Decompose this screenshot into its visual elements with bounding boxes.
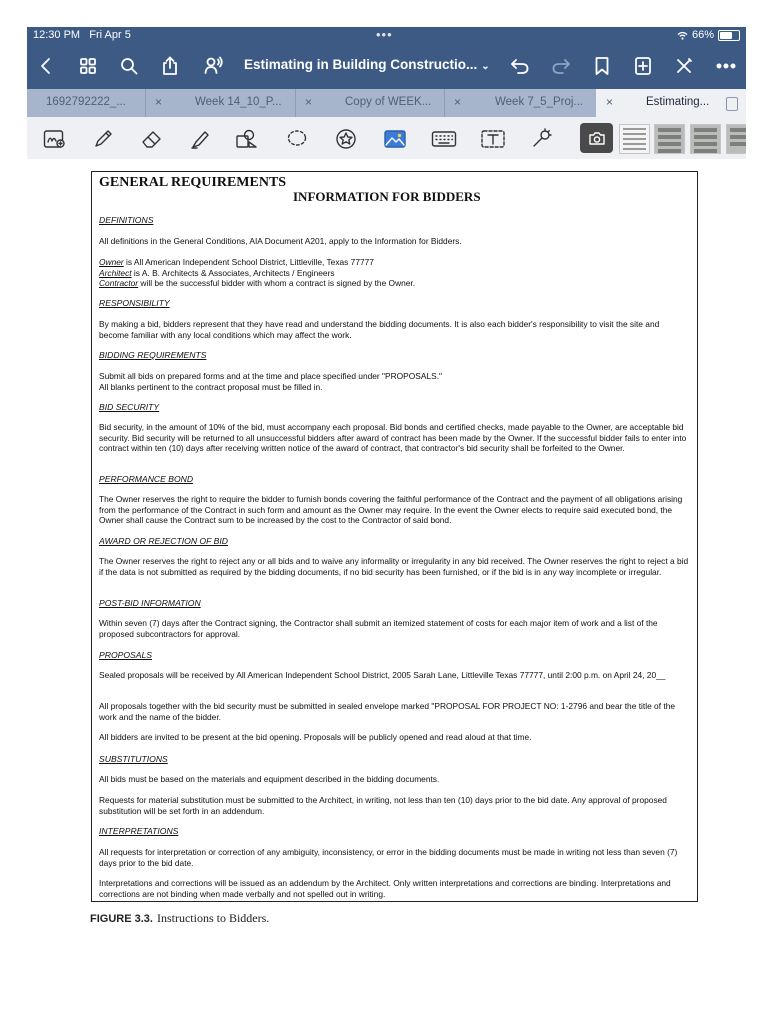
laser-pointer-icon[interactable] — [527, 125, 555, 153]
wifi-icon — [677, 31, 688, 40]
paragraph-proposals-2: All proposals together with the bid security must be submitted in sealed envelope marked "PROPOSAL FOR PROJECT NO: 1-2796 and bear the title of the work and the name of the bidder. — [99, 701, 676, 722]
tab-label: Estimating... — [646, 96, 710, 108]
tab-close-icon[interactable]: × — [155, 95, 163, 109]
text-box-icon[interactable] — [479, 125, 507, 153]
tab-3[interactable] — [295, 89, 445, 117]
lasso-icon[interactable] — [283, 125, 311, 153]
contractor-definition: will be the successful bidder with whom a contract is signed by the Owner. — [138, 278, 416, 288]
bookmark-icon[interactable] — [589, 53, 615, 79]
nav-bar — [27, 44, 746, 89]
split-view-icon[interactable] — [726, 97, 738, 111]
status-right — [677, 29, 740, 41]
paragraph-proposals-3: All bidders are invited to be present at the bid opening. Proposals will be publicly opened and read aloud at that time. — [99, 732, 532, 742]
keyboard-icon[interactable] — [430, 125, 458, 153]
tab-close-icon[interactable]: × — [454, 95, 462, 109]
section-title-bid-security: BID SECURITY — [99, 402, 160, 412]
figure-label: FIGURE 3.3. — [90, 913, 153, 925]
multitask-dots[interactable]: ••• — [376, 27, 393, 42]
paragraph-substitutions-2: Requests for material substitution must be submitted to the Architect, in writing, not less than ten (10) days prior to the bid date. Any approval of proposed substitution will be set forth in an addendum. — [99, 795, 667, 816]
tab-close-icon[interactable]: × — [606, 95, 614, 109]
tab-label: 1692792222_... — [46, 96, 126, 108]
section-title-performance-bond: PERFORMANCE BOND — [99, 474, 194, 484]
section-title-definitions: DEFINITIONS — [99, 215, 154, 225]
read-aloud-icon[interactable] — [201, 53, 227, 79]
section-title-responsibility: RESPONSIBILITY — [99, 298, 170, 308]
undo-icon[interactable] — [507, 53, 533, 79]
paragraph-bidding-requirements — [99, 371, 691, 392]
figure-caption — [90, 911, 269, 926]
paragraph-interpretations-1: All requests for interpretation or correction of any ambiguity, inconsistency, or error in the bidding documents must be made in writing not less than seven (7) days prior to the bid date. — [99, 847, 678, 868]
status-time: 12:30 PM Fri Apr 5 — [33, 29, 131, 41]
document-heading-information-for-bidders: INFORMATION FOR BIDDERS — [293, 189, 481, 204]
recent-image-thumbnail[interactable] — [690, 124, 721, 154]
paragraph-parties — [99, 257, 691, 289]
document-heading-general-requirements: GENERAL REQUIREMENTS — [99, 175, 287, 190]
sticker-icon[interactable] — [332, 125, 360, 153]
app-chrome — [27, 27, 746, 159]
document-page[interactable] — [91, 171, 698, 902]
term-owner: Owner — [99, 257, 124, 267]
title-caret-icon: ⌄ — [481, 61, 490, 72]
term-architect: Architect — [99, 267, 132, 278]
term-contractor: Contractor — [99, 278, 139, 288]
section-title-award-or-rejection: AWARD OR REJECTION OF BID — [99, 536, 228, 546]
section-title-proposals: PROPOSALS — [99, 650, 153, 660]
bidding-line-1: Submit all bids on prepared forms and at the time and place specified under "PROPOSALS." — [99, 371, 442, 381]
owner-definition: is All American Independent School District, Littleville, Texas 77777 — [123, 257, 374, 267]
tab-bar — [27, 89, 746, 117]
figure-caption-text: Instructions to Bidders. — [156, 911, 270, 925]
tab-label: Copy of WEEK... — [345, 96, 432, 108]
search-icon[interactable] — [116, 53, 142, 79]
annotation-toolbar — [27, 117, 746, 159]
recent-image-thumbnail[interactable] — [654, 124, 685, 154]
section-title-bidding-requirements: BIDDING REQUIREMENTS — [99, 350, 207, 360]
section-title-post-bid: POST-BID INFORMATION — [99, 598, 201, 608]
shapes-icon[interactable] — [233, 125, 261, 153]
bidding-line-2: All blanks pertinent to the contract proposal must be filled in. — [99, 381, 323, 392]
paragraph-proposals-1: Sealed proposals will be received by All American Independent School District, 2005 Sarah Lane, Littleville Texas 77777, until 2:00 p.m. on April 24, 20__ — [99, 670, 666, 680]
paragraph-interpretations-2: Interpretations and corrections will be issued as an addendum by the Architect. Only written interpretations and corrections are binding. Interpretations and corrections are not binding when made verbally and not spelled out in writing. — [99, 878, 671, 899]
tab-label: Week 14_10_P... — [195, 96, 282, 108]
tab-active[interactable] — [596, 89, 746, 117]
paragraph-performance-bond: The Owner reserves the right to require the bidder to furnish bonds covering the faithful performance of the Contract and the payment of all obligations arising from the performance of the Contract in such form and amount as the Owner may require. In the event the Owner elects to require said executed bond, the Owner shall cause the Contract sum to be increased by the cost to the Contractor of said bond. — [99, 494, 683, 525]
eraser-icon[interactable] — [138, 125, 166, 153]
paragraph-bid-security: Bid security, in the amount of 10% of the bid, must accompany each proposal. Bid bonds and certified checks, made payable to the Owner, are acceptable bid security. Bid security will be returned to all unsuccessful bidders after award of contract has been made by the Owner. If the successful bidder fails to enter into contract within ten (10) days after receiving written notice of the award of contract, that contractor's bid security shall be forfeited to the Owner. — [99, 422, 687, 453]
tab-1[interactable] — [27, 89, 146, 117]
paragraph-post-bid: Within seven (7) days after the Contract signing, the Contractor shall submit an itemized statement of costs for each major item of work and a list of the proposed subcontractors for approval. — [99, 618, 658, 639]
paragraph-substitutions-1: All bids must be based on the materials and equipment described in the bidding documents. — [99, 774, 440, 784]
recent-image-thumbnail[interactable] — [619, 124, 650, 154]
tab-label: Week 7_5_Proj... — [495, 96, 584, 108]
recent-image-thumbnail[interactable] — [726, 124, 746, 154]
add-page-icon[interactable] — [630, 53, 656, 79]
highlighter-icon[interactable] — [186, 125, 214, 153]
paragraph-responsibility: By making a bid, bidders represent that they have read and understand the bidding documents. It is also each bidder's responsibility to visit the site and become familiar with any local conditions which may affect the work. — [99, 319, 660, 340]
battery-icon — [718, 30, 740, 41]
image-icon[interactable] — [381, 125, 409, 153]
grid-view-icon[interactable] — [75, 53, 101, 79]
zoom-writing-icon[interactable] — [41, 125, 69, 153]
battery-percent: 66% — [691, 29, 714, 41]
status-bar — [27, 27, 746, 44]
paragraph-award-or-rejection: The Owner reserves the right to reject any or all bids and to waive any informality or irregularity in any bid received. The Owner reserves the right to reject a bid if the data is not submitted as required by the bidding documents, if no bid security has been furnished, or if the bid is in any way incomplete or irregular. — [99, 556, 689, 577]
back-chevron-icon[interactable] — [33, 53, 59, 79]
share-icon[interactable] — [157, 53, 183, 79]
tab-close-icon[interactable]: × — [305, 95, 313, 109]
tab-2[interactable] — [145, 89, 296, 117]
close-edit-icon[interactable] — [671, 53, 697, 79]
camera-icon[interactable] — [580, 123, 613, 153]
architect-definition: is A. B. Architects & Associates, Architects / Engineers — [131, 267, 335, 278]
section-title-substitutions: SUBSTITUTIONS — [99, 754, 168, 764]
document-title-menu[interactable]: Estimating in Building Constructio... ⌄ — [244, 57, 490, 72]
section-title-interpretations: INTERPRETATIONS — [99, 826, 179, 836]
tab-4[interactable] — [444, 89, 597, 117]
more-icon[interactable] — [713, 53, 739, 79]
pen-icon[interactable] — [89, 125, 117, 153]
redo-icon[interactable] — [548, 53, 574, 79]
paragraph-definitions: All definitions in the General Conditions, AIA Document A201, apply to the Information for Bidders. — [99, 236, 462, 246]
